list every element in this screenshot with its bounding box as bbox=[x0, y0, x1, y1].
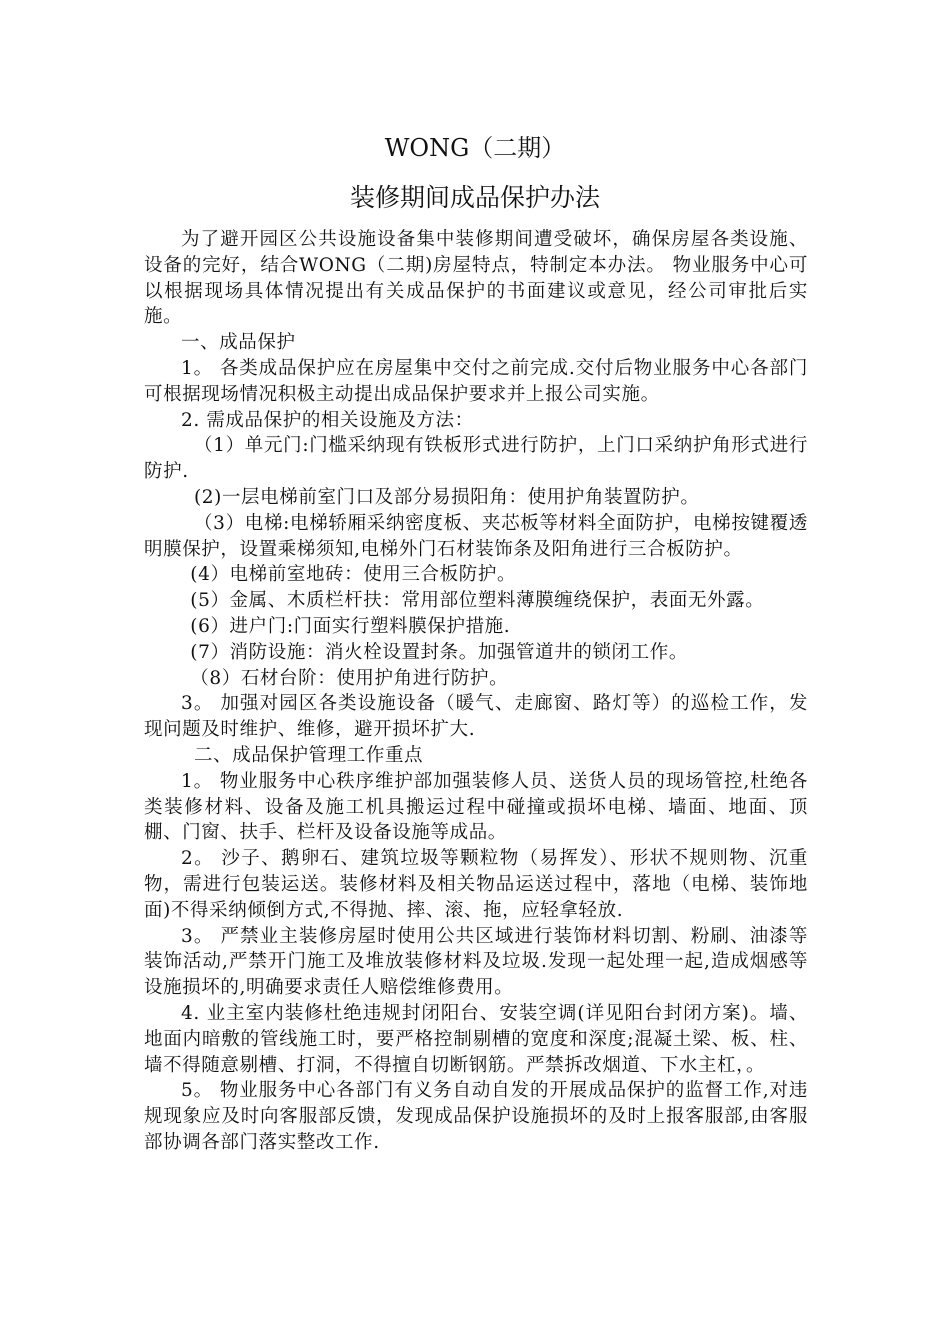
list-item: 5。 物业服务中心各部门有义务自动自发的开展成品保护的监督工作,对违规现象应及时向客服部反馈，发现成品保护设施损坏的及时上报客服部,由客服部协调各部门落实整改工作. bbox=[144, 1080, 808, 1153]
sub-list-item: (7）消防设施：消火栓设置封条。加强管道井的锁闭工作。 bbox=[190, 641, 688, 663]
document-title: WONG（二期） bbox=[384, 134, 566, 162]
sub-list-item: （1）单元门:门槛采纳现有铁板形式进行防护，上门口采纳护角形式进行防护. bbox=[144, 435, 808, 483]
sub-list-item: （3）电梯:电梯轿厢采纳密度板、夹芯板等材料全面防护，电梯按键覆透明膜保护，设置乘梯须知,电梯外门石材装饰条及阳角进行三合板防护。 bbox=[144, 512, 808, 560]
section-heading: 一、成品保护 bbox=[181, 332, 296, 354]
sub-list-item: (5）金属、木质栏杆扶：常用部位塑料薄膜缠绕保护，表面无外露。 bbox=[190, 590, 765, 612]
sub-list-item: (4）电梯前室地砖：使用三合板防护。 bbox=[190, 564, 517, 586]
list-item: 4. 业主室内装修杜绝违规封闭阳台、安装空调(详见阳台封闭方案)。墙、地面内暗敷的管线施工时，要严格控制剔槽的宽度和深度;混凝土梁、板、柱、墙不得随意剔槽、打洞，不得擅自切断钢筋。严禁拆改烟道、下水主杠，。 bbox=[144, 1002, 808, 1076]
document-subtitle: 装修期间成品保护办法 bbox=[349, 183, 600, 212]
list-item: 1。 物业服务中心秩序维护部加强装修人员、送货人员的现场管控,杜绝各类装修材料、设备及施工机具搬运过程中碰撞或损坏电梯、墙面、地面、顶棚、门窗、扶手、栏杆及设备设施等成品。 bbox=[144, 770, 808, 844]
list-item: 3。 严禁业主装修房屋时使用公共区域进行装饰材料切割、粉刷、油漆等装饰活动,严禁开门施工及堆放装修材料及垃圾.发现一起处理一起,造成烟感等设施损坏的,明确要求责任人赔偿维修费用。 bbox=[144, 925, 808, 999]
sub-list-item: (6）进户门:门面实行塑料膜保护措施. bbox=[190, 615, 511, 637]
sub-list-item: （8）石材台阶：使用护角进行防护。 bbox=[190, 667, 509, 689]
document-body bbox=[144, 227, 808, 1156]
list-item: 2。 沙子、鹅卵石、建筑垃圾等颗粒物（易挥发）、形状不规则物、沉重物，需进行包装运送。装修材料及相关物品运送过程中，落地（电梯、装饰地面)不得采纳倾倒方式,不得抛、摔、滚、拖，应轻拿轻放. bbox=[144, 848, 808, 921]
sub-list-item: (2)一层电梯前室门口及部分易损阳角：使用护角装置防护。 bbox=[193, 486, 700, 508]
list-item: 1。 各类成品保护应在房屋集中交付之前完成.交付后物业服务中心各部门可根据现场情况积极主动提出成品保护要求并上报公司实施。 bbox=[144, 357, 808, 405]
list-item: 2. 需成品保护的相关设施及方法： bbox=[181, 409, 474, 431]
list-item: 3。 加强对园区各类设施设备（暖气、走廊窗、路灯等）的巡检工作，发现问题及时维护、维修，避开损坏扩大. bbox=[144, 693, 808, 741]
intro-paragraph: 为了避开园区公共设施设备集中装修期间遭受破坏，确保房屋各类设施、设备的完好，结合WONG（二期)房屋特点，特制定本办法。 物业服务中心可以根据现场具体情况提出有关成品保护的书面建议或意见，经公司审批后实施。 bbox=[144, 229, 808, 328]
section-heading: 二、成品保护管理工作重点 bbox=[193, 744, 424, 766]
